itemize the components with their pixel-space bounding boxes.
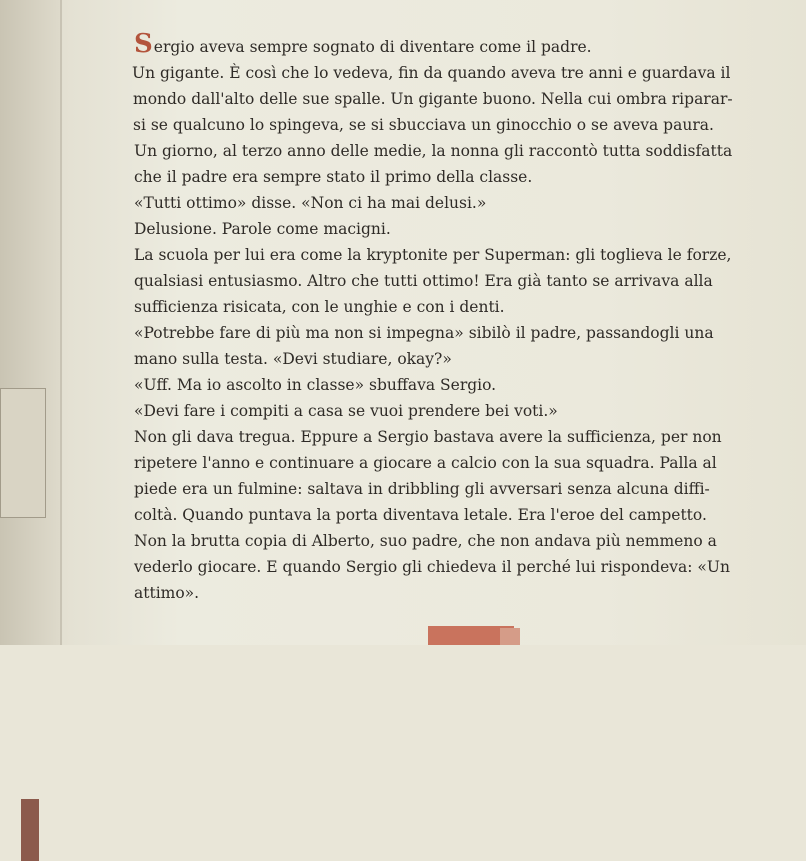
text-line: vederlo giocare. E quando Sergio gli chiedeva il perché lui rispondeva: «Un [134,558,730,576]
text-line: che il padre era sempre stato il primo della classe. [134,168,533,186]
page-edge-divider [60,0,62,645]
text-line: Non la brutta copia di Alberto, suo padre, che non andava più nemmeno a [134,532,717,550]
drop-cap: S [134,29,153,59]
text-line: Un giorno, al terzo anno delle medie, la nonna gli raccontò tutta soddisfatta [134,142,733,160]
text-line: mano sulla testa. «Devi studiare, okay?» [134,350,452,368]
text-line: qualsiasi entusiasmo. Altro che tutti ottimo! Era già tanto se arrivava alla [134,272,713,290]
margin-illustration-fragment [0,388,46,518]
bottom-color-bar-accent [500,628,520,645]
text-line: Un gigante. È così che lo vedeva, fin da quando aveva tre anni e guardava il [132,64,731,82]
text-line: «Uff. Ma io ascolto in classe» sbuffava Sergio. [134,376,497,394]
text-line: attimo». [134,584,200,602]
text-line-1: Sergio aveva sempre sognato di diventare come il padre. [134,29,592,59]
text-line: Delusione. Parole come macigni. [134,220,391,238]
margin-color-block [21,799,39,861]
text-line: La scuola per lui era come la kryptonite per Superman: gli toglieva le forze, [134,246,732,264]
text-line: «Devi fare i compiti a casa se vuoi prendere bei voti.» [134,402,558,420]
text-line: «Tutti ottimo» disse. «Non ci ha mai delusi.» [134,194,487,212]
text-line: «Potrebbe fare di più ma non si impegna» sibilò il padre, passandogli una [134,324,714,342]
story-text [132,29,784,606]
text-line: sufficienza risicata, con le unghie e con i denti. [134,298,505,316]
text-line: ripetere l'anno e continuare a giocare a calcio con la sua squadra. Palla al [134,454,717,472]
text-line: si se qualcuno lo spingeva, se si sbucciava un ginocchio o se aveva paura. [133,116,714,134]
book-gutter [0,0,60,645]
text-line: mondo dall'alto delle sue spalle. Un gigante buono. Nella cui ombra riparar- [133,90,733,108]
text-line: piede era un fulmine: saltava in dribbling gli avversari senza alcuna diffi- [134,480,710,498]
text-line: Non gli dava tregua. Eppure a Sergio bastava avere la sufficienza, per non [134,428,722,446]
text-line: coltà. Quando puntava la porta diventava letale. Era l'eroe del campetto. [134,506,707,524]
